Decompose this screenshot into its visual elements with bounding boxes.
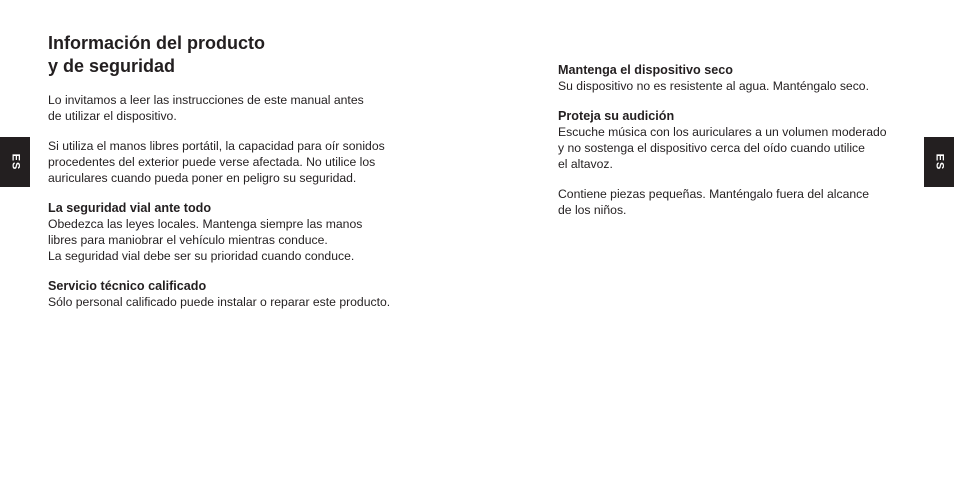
section-heading: Proteja su audición <box>558 109 675 123</box>
right-page <box>558 62 908 232</box>
section-keep-dry <box>558 62 908 94</box>
language-tab-label: ES <box>933 153 945 171</box>
section-road-safety <box>48 200 428 264</box>
small-parts-paragraph: Contiene piezas pequeñas. Manténgalo fuera del alcance de los niños. <box>558 187 870 217</box>
language-tab-left <box>0 137 30 187</box>
section-body: Obedezca las leyes locales. Mantenga siempre las manos libres para maniobrar el vehículo mientras conduce. La seguridad vial debe ser su prioridad cuando conduce. <box>48 217 363 263</box>
language-tab-right <box>924 137 954 187</box>
page-title: Información del producto y de seguridad <box>48 33 266 76</box>
handsfree-paragraph: Si utiliza el manos libres portátil, la capacidad para oír sonidos procedentes del exterior puede verse afectada. No utilice los auriculares cuando pueda poner en peligro su seguridad. <box>48 139 385 185</box>
left-page <box>48 32 428 324</box>
section-heading: Servicio técnico calificado <box>48 279 207 293</box>
intro-paragraph: Lo invitamos a leer las instrucciones de este manual antes de utilizar el dispositivo. <box>48 93 364 123</box>
section-body: Escuche música con los auriculares a un volumen moderado y no sostenga el dispositivo cerca del oído cuando utilice el altavoz. <box>558 125 887 171</box>
section-heading: Mantenga el dispositivo seco <box>558 63 733 77</box>
section-body: Sólo personal calificado puede instalar o reparar este producto. <box>48 295 391 309</box>
section-heading: La seguridad vial ante todo <box>48 201 212 215</box>
section-protect-hearing <box>558 108 908 172</box>
language-tab-label: ES <box>9 153 21 171</box>
section-body: Su dispositivo no es resistente al agua. Manténgalo seco. <box>558 79 869 93</box>
section-qualified-service <box>48 278 428 310</box>
